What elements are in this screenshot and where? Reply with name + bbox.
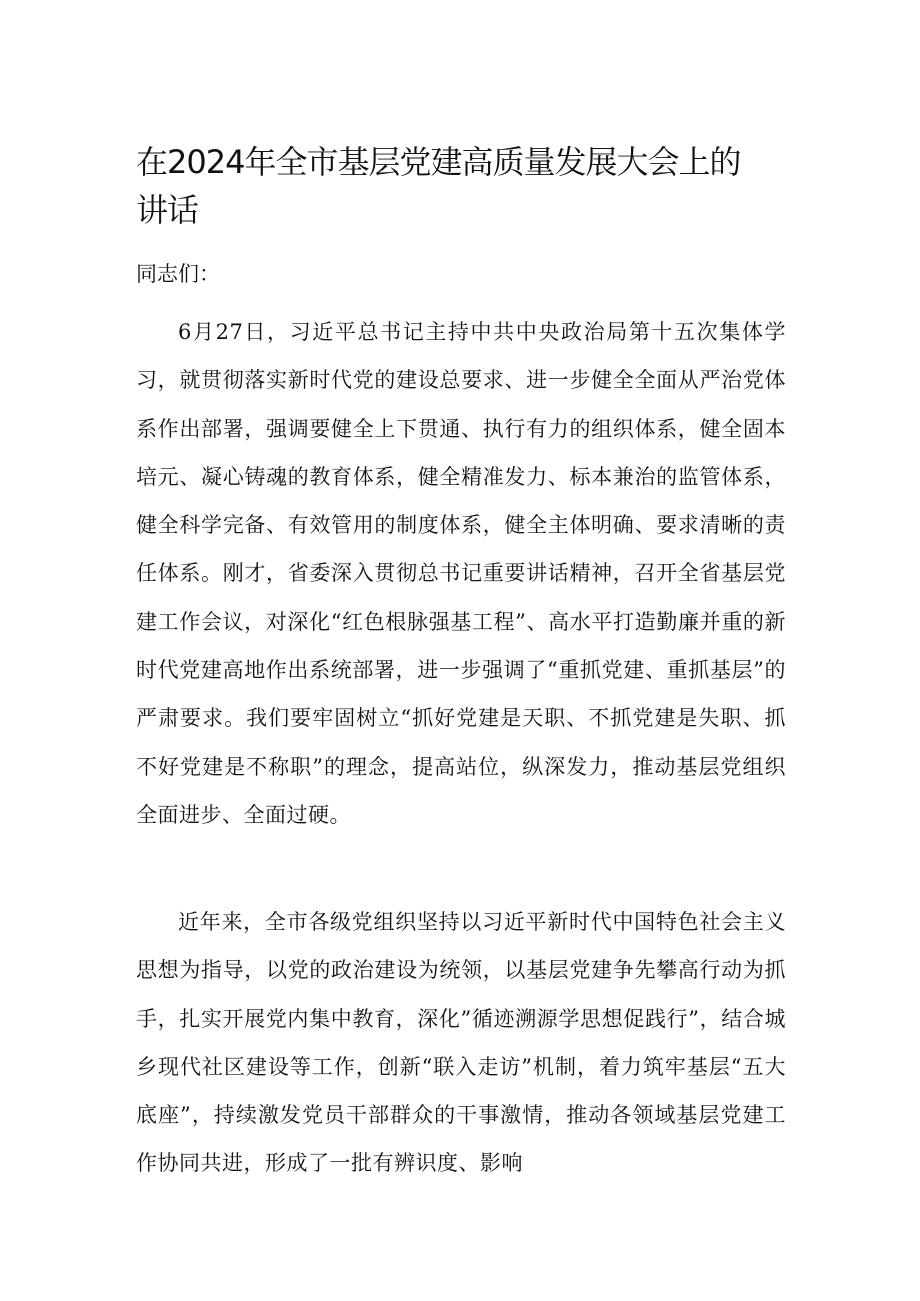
paragraph-2: 近年来，全市各级党组织坚持以习近平新时代中国特色社会主义思想为指导，以党的政治建设为统领，以基层党建争先攀高行动为抓手，扎实开展党内集中教育，深化”循迹溯源学思想促践行”，结合城乡现代社区建设等工作，创新“联入走访”机制，着力筑牢基层“五大底座”，持续激发党员干部群众的干事激情，推动各领域基层党建工作协同共进，形成了一批有辨识度、影响 <box>136 910 786 1176</box>
document-title: 在2024年全市基层党建高质量发展大会上的讲话 <box>136 143 741 229</box>
salutation: 同志们： <box>136 262 220 286</box>
paragraph-1: 6月27日，习近平总书记主持中共中央政治局第十五次集体学习，就贯彻落实新时代党的建设总要求、进一步健全全面从严治党体系作出部署，强调要健全上下贯通、执行有力的组织体系，健全固本培元、凝心铸魂的教育体系，健全精准发力、标本兼治的监管体系，健全科学完备、有效管用的制度体系，健全主体明确、要求清晰的责任体系。刚才，省委深入贯彻总书记重要讲话精神，召开全省基层党建工作会议，对深化“红色根脉强基工程”、高水平打造勤廉并重的新时代党建高地作出系统部署，进一步强调了“重抓党建、重抓基层”的严肃要求。我们要牢固树立“抓好党建是天职、不抓党建是失职、抓不好党建是不称职”的理念，提高站位，纵深发力，推动基层党组织全面进步、全面过硬。 <box>136 320 786 827</box>
